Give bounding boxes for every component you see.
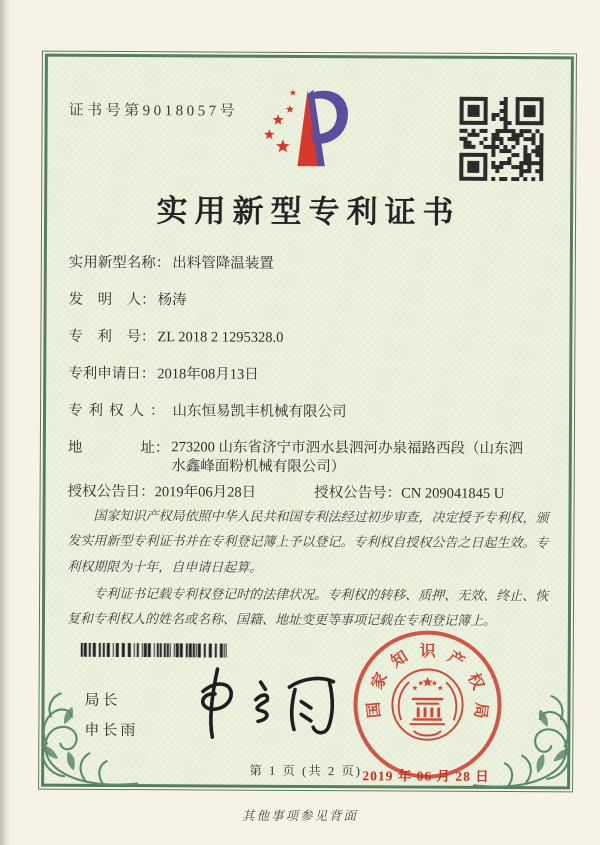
- field-value: 杨涛: [157, 292, 187, 309]
- grant-date-value: 2019年06月28日: [154, 484, 257, 501]
- field-row-filing-date: [68, 364, 553, 388]
- field-label: 专利权人：: [68, 402, 171, 420]
- grant-no-value: CN 209041845 U: [401, 485, 505, 503]
- scan-edge-shadow: [0, 0, 10, 845]
- certificate-title: 实用新型专利证书: [156, 193, 461, 230]
- field-row-inventor: [69, 290, 554, 314]
- legal-paragraph-2: 专利证书记载专利权登记时的法律状况。专利权的转移、质押、无效、终止、恢复和专利权人的姓名或名称、国籍、地址变更等事项记载在专利登记簿上。: [66, 585, 549, 629]
- page-footer: 第 1 页 (共 2 页): [249, 763, 362, 779]
- cnipa-logo-icon: [252, 86, 350, 173]
- legal-paragraph-1: 国家知识产权局依照中华人民共和国专利法经过初步审查，决定授予专利权，颁发实用新型专利证书并在专利登记簿上予以登记。专利权自授权公告之日起生效。专利权期限为十年，自申请日起算。: [67, 507, 549, 575]
- field-row-patentee: [68, 401, 553, 425]
- seal-char: 识: [419, 643, 436, 661]
- field-label: 专利申请日：: [68, 365, 156, 383]
- field-label: 专 利 号：: [68, 328, 156, 346]
- director-name: 申长雨: [84, 721, 139, 740]
- seal-date: 2019 年 06 月 28 日: [362, 768, 490, 784]
- director-signature: [172, 653, 349, 754]
- legal-text: [67, 503, 551, 636]
- field-value: 2018年08月13日: [157, 366, 259, 383]
- grant-row: [68, 482, 553, 506]
- corner-ornament-right: [470, 690, 577, 797]
- field-row-patent-no: [68, 327, 553, 351]
- field-value: 273200 山东省济宁市泗水县泗河办泉福路西段（山东泗水鑫峰面粉机械有限公司）: [171, 439, 524, 476]
- corner-ornament-left: [35, 688, 142, 795]
- field-label: 实用新型名称：: [68, 254, 171, 272]
- field-list: [68, 253, 554, 506]
- certificate-frame: [38, 51, 577, 793]
- seal-char: 知: [388, 648, 411, 671]
- certificate-body: [41, 54, 574, 790]
- field-value: 出料管降温装置: [172, 255, 274, 272]
- back-note: 其他事项参见背面: [241, 809, 358, 823]
- seal-char: 家: [368, 670, 392, 693]
- grant-no-group: [314, 483, 504, 505]
- field-row-address: [68, 438, 553, 479]
- seal-char: 局: [470, 701, 490, 720]
- certificate-number: 证书号第9018057号: [68, 102, 239, 120]
- grant-no-label: 授权公告号：: [314, 485, 402, 502]
- field-label: 地 址：: [67, 439, 170, 457]
- field-value: 山东恒易凯丰机械有限公司: [172, 403, 347, 421]
- field-label: 发 明 人：: [68, 291, 156, 309]
- field-row-name: [69, 253, 554, 277]
- seal-char: 产: [444, 648, 468, 672]
- seal-char: 权: [464, 670, 487, 693]
- seal-char: 国: [365, 701, 385, 719]
- field-value: ZL 2018 2 1295328.0: [157, 329, 284, 346]
- director-title: 局长: [84, 691, 121, 710]
- qr-code: [459, 97, 543, 181]
- grant-date-label: 授权公告日：: [67, 483, 155, 501]
- national-emblem-icon: [388, 665, 466, 743]
